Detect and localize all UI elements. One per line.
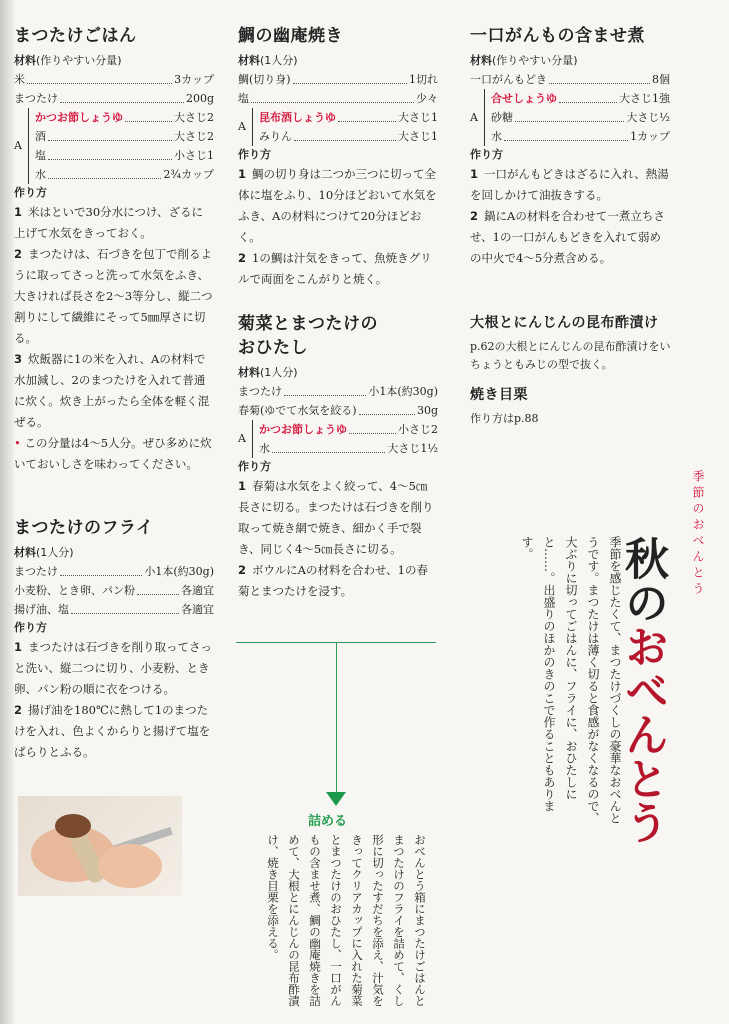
materials-heading: 材料(1人分) [238,54,298,67]
method-heading: 作り方 [14,621,47,634]
recipe-title: 一口がんもの含ませ煮 [470,26,645,46]
recipe-kikuna-ohitashi [238,312,438,602]
step: 2 1の鯛は汁気をきって、魚焼きグリルで両面をこんがりと焼く。 [238,251,432,286]
recipe-tai-yuan-yaki [238,24,438,290]
ingredient-row: 小麦粉、とき卵、パン粉 各適宜 [14,581,214,600]
materials-heading: 材料(作りやすい分量) [470,54,578,67]
arrow-down-icon [326,792,346,806]
materials-heading: 材料(1人分) [14,546,74,559]
ingredient-row: 米 3カップ [14,70,214,89]
step: 1 米はといで30分水につけ、ざるに上げて水気をきっておく。 [14,205,203,240]
recipe-yakime-guri [470,384,670,428]
method-heading: 作り方 [470,148,503,161]
step: 1 まつたけは石づきを削り取ってさっと洗い、縦二つに切り、小麦粉、とき卵、パン粉の順に衣をつける。 [14,640,213,696]
recipe-matsutake-fry [14,516,214,763]
materials-heading: 材料(1人分) [238,366,298,379]
recipe-title: まつたけのフライ [14,518,154,538]
ingredient-row: 春菊(ゆでて水気を絞る) 30g [238,401,438,420]
ingredient-row: まつたけ 200g [14,89,214,108]
step: 3 炊飯器に1の米を入れ、Aの材料で水加減し、2のまつたけを入れて普通に炊く。炊き上がったら全体を軽く混ぜる。 [14,352,210,429]
packing-instructions [246,810,436,1010]
recipe-konbusu-zuke [470,312,680,374]
page-binding-shadow [0,0,14,1024]
recipe-title: 焼き目栗 [470,387,528,403]
step: 2 鍋にAの材料を合わせて一煮立ちさせ、1の一口がんもどきを入れて弱めの中火で4〜5分煮含める。 [470,209,665,265]
serving-note: • この分量は4〜5人分。ぜひ多めに炊いておいしさを味わってください。 [14,436,212,471]
method-heading: 作り方 [238,148,271,161]
ingredient-row: 鯛(切り身) 1切れ [238,70,438,89]
matsutake-prep-photo [18,796,182,896]
step: 1 一口がんもどきはざるに入れ、熱湯を回しかけて油抜きする。 [470,167,669,202]
feature-kicker: 季節のおべんとう [691,470,705,598]
ingredient-group-a: A かつお節しょうゆ 小さじ2 水 大さじ1½ [238,420,438,458]
recipe-title: 菊菜とまつたけの おひたし [238,314,378,358]
recipe-note: 作り方はp.88 [470,412,539,425]
recipe-matsutake-gohan [14,24,214,475]
pack-label: 詰める [308,814,348,829]
feature-title: 秋のおべんとう [617,536,668,844]
materials-heading: 材料(作りやすい分量) [14,54,122,67]
ingredient-row: 一口がんもどき 8個 [470,70,670,89]
recipe-note: p.62の大根とにんじんの昆布酢漬けをいちょうともみじの型で抜く。 [470,340,671,371]
feature-lead: 季節を感じたくて、まつたけづくしの豪華なおべんとうです。まつたけは薄く切ると食感がなくなるので、大ぶりに切ってごはんに、フライに、おひたしにと……。出盛りのほかのきのこで作ることもあります。 [520,536,622,824]
ingredient-group-a: A かつお節しょうゆ 大さじ2 酒 大さじ2 塩 小さじ1 水 2¾カップ [14,108,214,184]
recipe-title: 大根とにんじんの昆布酢漬け [470,315,659,331]
arrow-stem [336,642,337,792]
step: 1 春菊は水気をよく絞って、4〜5㎝長さに切る。まつたけは石づきを削り取って焼き網で焼き、細かく手で裂き、同じく4〜5㎝長さに切る。 [238,479,434,556]
step: 2 揚げ油を180℃に熱して1のまつたけを入れ、色よくからりと揚げて塩をぱらりとふる。 [14,703,211,759]
recipe-ganmo-fukumeni [470,24,670,269]
ingredient-row: 塩 少々 [238,89,438,108]
ingredient-row: 揚げ油、塩 各適宜 [14,600,214,619]
recipe-title: まつたけごはん [14,26,137,46]
step: 1 鯛の切り身は二つか三つに切って全体に塩をふり、10分ほどおいて水気をふき、Aの材料につけて20分ほどおく。 [238,167,437,244]
ingredient-group-a: A 昆布酒しょうゆ 大さじ1 みりん 大さじ1 [238,108,438,146]
recipe-title: 鯛の幽庵焼き [238,26,343,46]
step: 2 ボウルにAの材料を合わせ、1の春菊とまつたけを浸す。 [238,563,428,598]
method-heading: 作り方 [238,460,271,473]
step: 2 まつたけは、石づきを包丁で削るように取ってさっと洗って水気をふき、大きければ長さを2〜3等分し、縦二つ割りにして繊維にそって5㎜厚さに切る。 [14,247,213,345]
ingredient-group-a: A 合せしょうゆ 大さじ1強 砂糖 大さじ½ 水 1カップ [470,89,670,146]
ingredient-row: まつたけ 小1本(約30g) [238,382,438,401]
ingredient-row: まつたけ 小1本(約30g) [14,562,214,581]
method-heading: 作り方 [14,186,47,199]
pack-text: おべんとう箱にまつたけごはんとまつたけのフライを詰めて、くし形に切ったすだちを添え、汁気をきってクリアカップに入れた菊菜とまつたけのおひたし、一口がんもの含ませ煮、鯛の幽庵焼きを詰めて、大根とにんじんの昆布酢漬け、焼き目栗を添える。 [266,834,427,1007]
